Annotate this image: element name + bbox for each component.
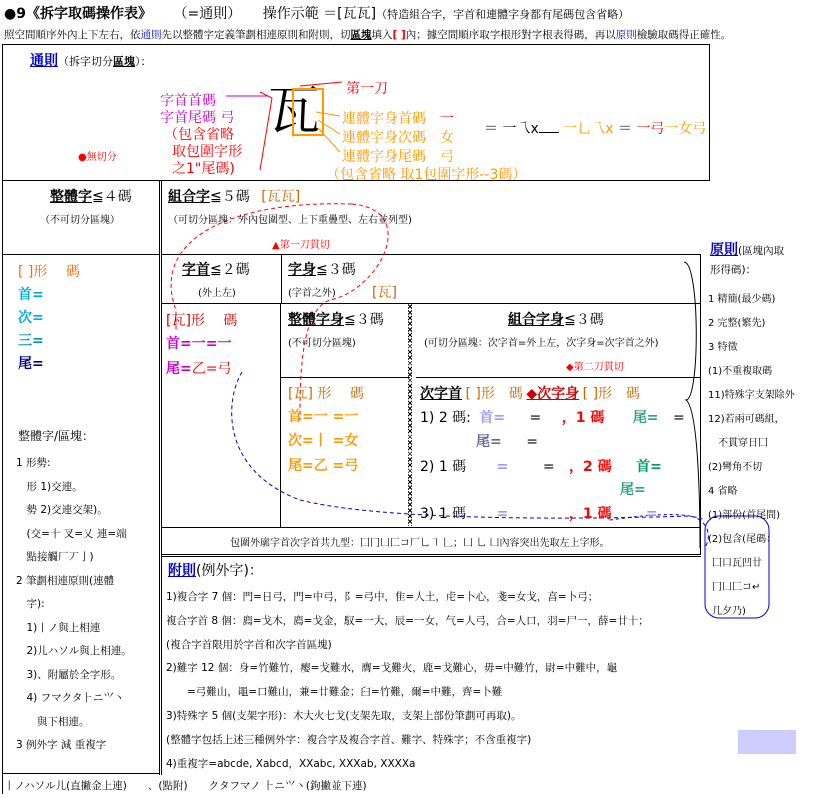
head-note-3: 之1"尾碼) bbox=[172, 161, 235, 177]
head-note-1: （包含省略 bbox=[164, 127, 234, 143]
appendix-title: 附則 bbox=[168, 563, 196, 579]
link-general[interactable]: 通則 bbox=[140, 29, 162, 41]
bullet: ●9 bbox=[4, 6, 26, 22]
instruction-line: 照空間順序外內上下左右，依通則先以整體字定義筆劃相連原則和附則，切區塊填入[ ]內；據空間順序取字根形對字根表得碼，再以原則檢驗取碼得正確性。 bbox=[4, 29, 732, 41]
principles-title-note: 形得碼)： bbox=[710, 264, 757, 276]
no-cut-label: ●無切分 bbox=[78, 152, 117, 163]
whole-body-note: (不可切分區塊) bbox=[288, 338, 356, 349]
body-first-row: 連體字身首碼 一 bbox=[342, 111, 454, 127]
whole-title-row: 整體字≦４碼 bbox=[50, 189, 132, 205]
body-second-row: 連體字身次碼 女 bbox=[342, 130, 454, 146]
demo-label: 操作示範 ＝[瓦瓦] bbox=[262, 6, 377, 22]
whole-body-label: [瓦] 形 碼 bbox=[288, 386, 364, 402]
combo-title-row: 組合字≦５碼 [瓦瓦] bbox=[168, 189, 301, 205]
principles-title-row: 原則(區塊內取 bbox=[710, 242, 785, 258]
sub-row-1b: 尾= = bbox=[476, 434, 538, 450]
head-tail-code: 字首尾碼 弓 bbox=[160, 110, 235, 126]
whole-tail: 尾= bbox=[18, 356, 44, 372]
combo-title: 組合字 bbox=[168, 189, 210, 205]
big-glyph: 瓦 bbox=[268, 82, 321, 142]
first-stroke-label: 第一刀 bbox=[346, 81, 388, 97]
body-block-example: [瓦] bbox=[372, 285, 397, 301]
head-block-label: [瓦]形 碼 bbox=[166, 313, 238, 329]
whole-head: 首= bbox=[18, 287, 44, 303]
principles-title: 原則 bbox=[710, 242, 738, 258]
combo-body-note: (可切分區塊：次字首=外上左，次字身=次字首之外) bbox=[424, 338, 659, 349]
page-title: 《拆字取碼操作表》 bbox=[25, 6, 152, 22]
whole-body-title: 整體字身≦３碼 bbox=[288, 312, 384, 328]
appendix-title-row: 附則(例外字)： bbox=[168, 563, 263, 579]
body-note: （包含省略 取1包圍字形--3碼） bbox=[326, 167, 527, 183]
whole-body-r3: 尾=乙 =弓 bbox=[288, 458, 359, 474]
head-first-code: 字首首碼 bbox=[160, 93, 216, 109]
body-block-title: 字身≦３碼 bbox=[288, 262, 356, 278]
combo-example: [瓦瓦] bbox=[261, 189, 301, 205]
sub-row-2: 2) 1 碼 = = ，2 碼 首= bbox=[420, 459, 662, 475]
sub-row-2b: 尾= bbox=[620, 482, 646, 498]
whole-second: 次= bbox=[18, 310, 44, 326]
sub-header-row: 次字首 [ ]形 碼 ◆次字身 [ ]形 碼 bbox=[420, 386, 641, 402]
whole-note: （不可切分區塊） bbox=[40, 215, 120, 226]
whole-third: 三= bbox=[18, 333, 44, 349]
body-block-note: (字首之外) bbox=[288, 288, 336, 299]
link-principles[interactable]: 原則 bbox=[615, 29, 637, 41]
head-block-note: (外上左) bbox=[198, 288, 236, 299]
combo-body-title: 組合字身≦３碼 bbox=[508, 312, 604, 328]
whole-body-r2: 次=丨 =女 bbox=[288, 433, 359, 449]
eq-note: （=通則） bbox=[173, 6, 242, 22]
first-cut-label: ▲第一刀貫切 bbox=[272, 240, 330, 251]
whole-title: 整體字 bbox=[50, 189, 92, 205]
formula-row: ＝ 一乁x 一乚乁x ＝ 一弓一女弓 bbox=[484, 121, 707, 137]
left-list: 1 形勢: 形 1)交連。 勢 2)交連交架)。 (交=十 叉=乂 連=端 點接觸厂丆亅) 2 筆劃相連原則(連體 字): 1)丨ノ與上相連 2)儿ハソル與上相連。 3)、附屬於全字形。 4) フマクタ⺊ニ⺍⼂ 與下相連。 3 例外字 減 重複字 bbox=[16, 457, 132, 751]
whole-body-r1: 首=一 =一 bbox=[288, 409, 359, 425]
second-cut-label: ◆第二刀貫切 bbox=[566, 362, 624, 373]
body-tail-row: 連體字身尾碼 弓 bbox=[342, 149, 454, 165]
head-block-head-row: 首=一=一 bbox=[166, 336, 232, 352]
head-block-title: 字首≦２碼 bbox=[182, 262, 250, 278]
general-title: 通則 bbox=[30, 53, 58, 69]
color-swatch bbox=[738, 730, 796, 754]
combo-note: （可切分區塊：外內包圍型、上下重疊型、左右並列型) bbox=[168, 215, 412, 226]
head-block-tail-row: 尾=乙=弓 bbox=[166, 361, 232, 377]
footer-line: 丨ノハソル儿(直撇金上連) 、(點附) クタフマノ ⺊ニ⺍⼂(鉤撇並下連) bbox=[4, 780, 367, 792]
head-note-2: 取包圍字形 bbox=[172, 144, 242, 160]
left-heading: 整體字/區塊： bbox=[18, 429, 95, 443]
general-title-row: 通則（拆字切分區塊）： bbox=[30, 53, 152, 69]
principles-list: 1 精簡(最少碼) 2 完整(繁先) 3 特徵 (1)不重複取碼 11)特殊字支架除外 12)若兩可碼組， 不貫穿日囗 (2)彎角不切 4 省略 (1)部份(首尾間) (2)包含(尾碼： 囗口瓦凹廿 冂凵匚コ↵ 几夕乃) bbox=[708, 294, 795, 617]
whole-bracket-label: [ ]形 碼 bbox=[18, 264, 80, 280]
sub-row-3: 3) 1 碼 = ，1 碼 = bbox=[420, 506, 658, 522]
sub-row-1: 1) 2 碼: 首= = ，1 碼 尾= = bbox=[420, 410, 685, 426]
enclosure-note: 包圍外廓字首次字首共九型：囗冂凵匚コ厂乚㇕ 𠃊；凵 乚 ⼐內容突出先取左上字形。 bbox=[230, 538, 610, 549]
appendix-list: 1)複合字 7 個：門=日弓，門=中弓，阝=弓中，隹=人土，虍=卜心，戔=女戈，亯=卜弓； 複合字首 8 個：廌=戈木，廌=戈金，馭=一大，辰=一女，气=人弓，合=人口，羽=尸一，薛=廿十； (複合字首限用於字首和次字首區塊) 2)難字 12 個：身=竹難竹，瘿=戈難水，膺=戈難火，鹿=戈難心，毋=中難竹，尉=中難中，龜 =弓難山，黽=口難山，兼=廿難金；臼=竹難，爾=中難，齊=卜難 3)特殊字 5 個(支架字形)：木大火七戈(支架先取，支架上部份筆劃可再取)。 (整體字包括上述三種例外字：複合字及複合字首、難字、特殊字；不含重複字) 4)重複字=abcde, Xabcd，XXabc, XXXab, XXXXa bbox=[166, 591, 649, 770]
demo-note: （特造組合字，字首和連體字身都有尾碼包含省略） bbox=[376, 8, 630, 21]
